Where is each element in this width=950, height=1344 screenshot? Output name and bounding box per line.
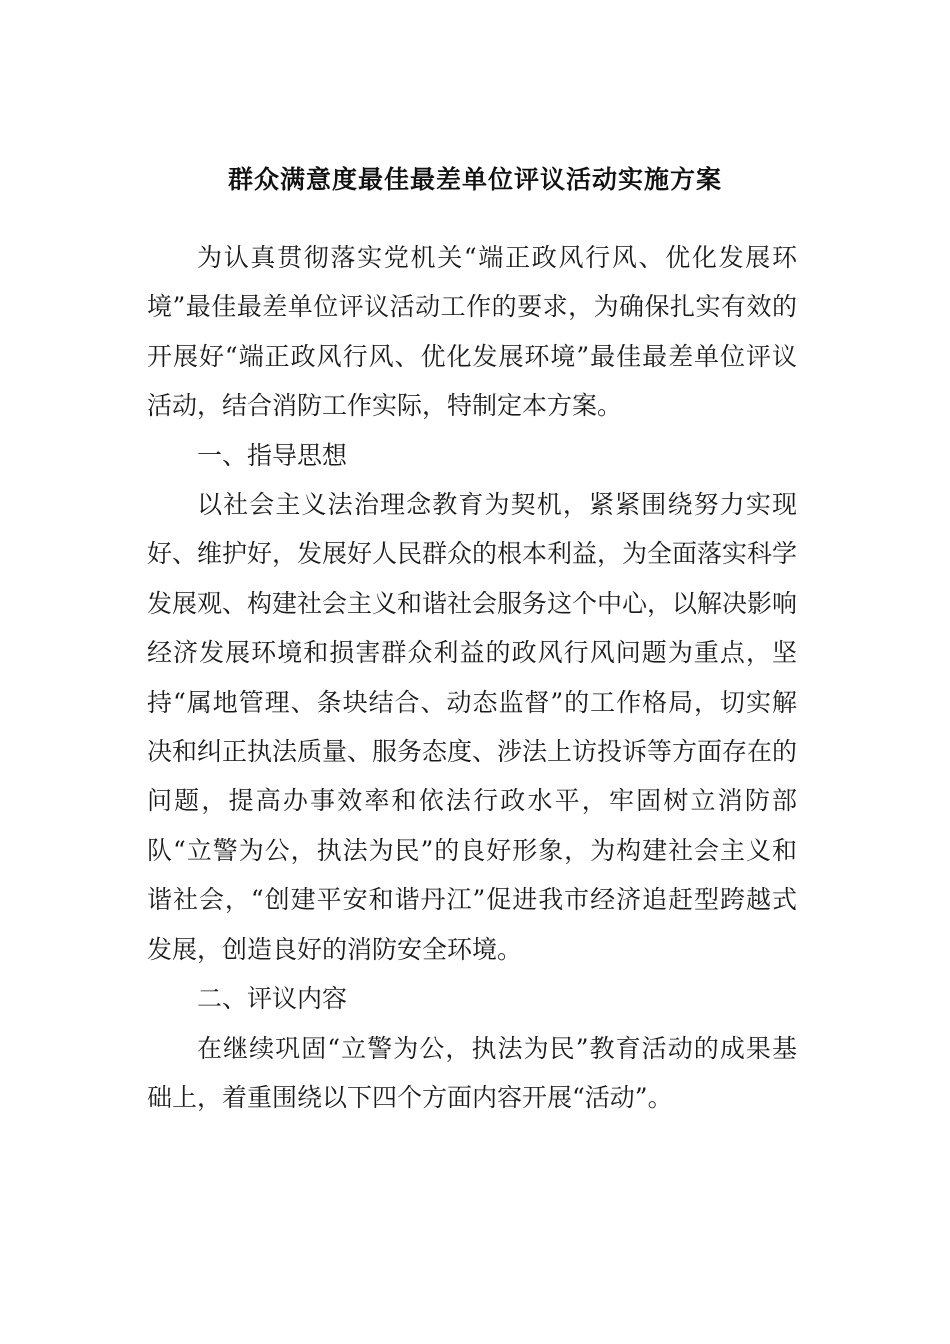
document-title: 群众满意度最佳最差单位评议活动实施方案: [227, 165, 722, 194]
section-heading-review-content: 二、评议内容: [197, 984, 348, 1014]
document-body: [147, 233, 797, 1122]
review-content-paragraph: 在继续巩固“立警为公，执法为民”教育活动的成果基础上，着重围绕以下四个方面内容开展“活动”。: [147, 1033, 797, 1112]
section-heading-guiding-ideology: 一、指导思想: [197, 440, 348, 470]
intro-paragraph: 为认真贯彻落实党机关“端正政风行风、优化发展环境”最佳最差单位评议活动工作的要求，为确保扎实有效的开展好“端正政风行风、优化发展环境”最佳最差单位评议活动，结合消防工作实际，特制定本方案。: [147, 243, 797, 421]
guiding-ideology-paragraph: 以社会主义法治理念教育为契机，紧紧围绕努力实现好、维护好，发展好人民群众的根本利益，为全面落实科学发展观、构建社会主义和谐社会服务这个中心，以解决影响经济发展环境和损害群众利益的政风行风问题为重点，坚持“属地管理、条块结合、动态监督”的工作格局，切实解决和纠正执法质量、服务态度、涉法上访投诉等方面存在的问题，提高办事效率和依法行政水平，牢固树立消防部队“立警为公，执法为民”的良好形象，为构建社会主义和谐社会，“创建平安和谐丹江”促进我市经济追赶型跨越式发展，创造良好的消防安全环境。: [147, 490, 798, 964]
